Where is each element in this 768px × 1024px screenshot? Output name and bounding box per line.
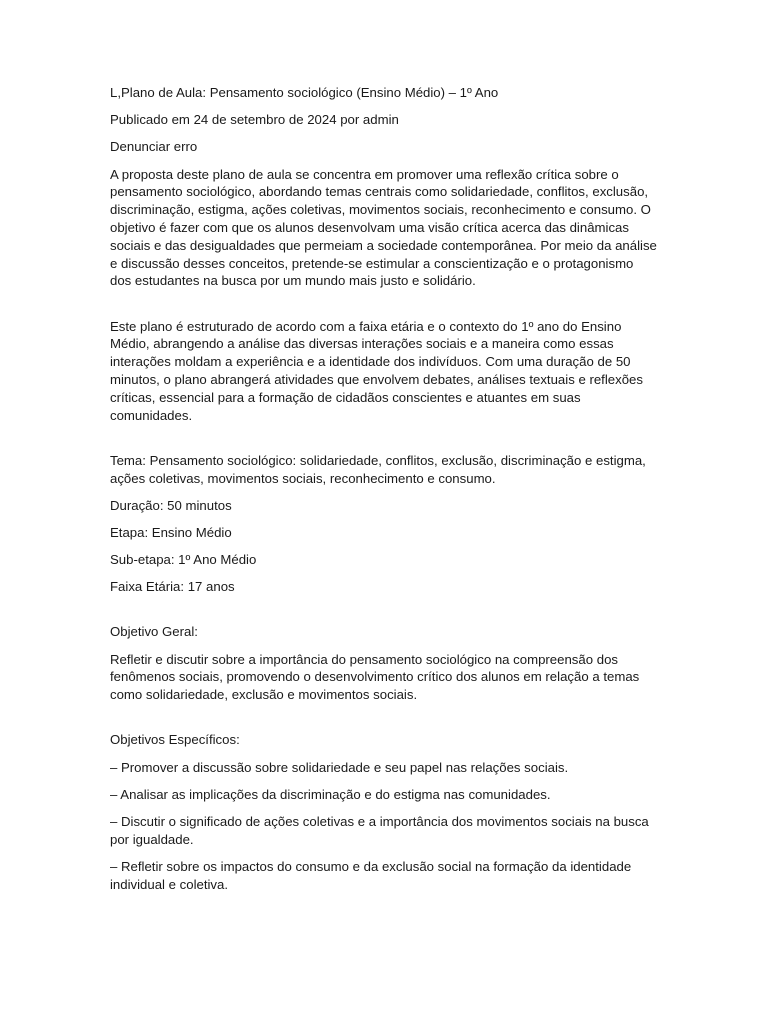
general-objective-heading: Objetivo Geral:: [110, 624, 198, 640]
intro-paragraph: A proposta deste plano de aula se concentra em promover uma reflexão crítica sobre o pensamento sociológico, abordando temas centrais como solidariedade, conflitos, exclusão, discriminação, estigma, ações coletivas, movimentos sociais, reconhecimento e consumo. O objetivo é fazer com que os alunos desenvolvam uma visão crítica acerca das dinâmicas sociais e das desigualdades que permeiam a sociedade contemporânea. Por meio da análise e discussão desses conceitos, pretende-se estimular a conscientização e o protagonismo dos estudantes na busca por um mundo mais justo e solidário.: [110, 166, 657, 289]
specific-objective-item: – Discutir o significado de ações coletivas e a importância dos movimentos sociais na busca por igualdade.: [110, 813, 649, 847]
document-page: [110, 84, 658, 903]
specific-objective-item: – Analisar as implicações da discriminação e do estigma nas comunidades.: [110, 786, 551, 802]
spacer: [110, 605, 658, 623]
published-info: Publicado em 24 de setembro de 2024 por admin: [110, 112, 399, 128]
general-objective-text: Refletir e discutir sobre a importância do pensamento sociológico na compreensão dos fenômenos sociais, promovendo o desenvolvimento crítico dos alunos em relação a temas como solidariedade, exclusão e movimentos sociais.: [110, 651, 640, 703]
specific-objective-item: – Promover a discussão sobre solidariedade e seu papel nas relações sociais.: [110, 759, 569, 775]
structure-paragraph: Este plano é estruturado de acordo com a faixa etária e o contexto do 1º ano do Ensino Médio, abrangendo a análise das diversas interações sociais e a maneira como essas interações moldam a experiência e a identidade dos indivíduos. Com uma duração de 50 minutos, o plano abrangerá atividades que envolvem debates, análises textuais e reflexões críticas, essencial para a formação de cidadãos conscientes e atuantes em suas comunidades.: [110, 318, 643, 423]
theme-line: Tema: Pensamento sociológico: solidariedade, conflitos, exclusão, discriminação e estigma, ações coletivas, movimentos sociais, reconhecimento e consumo.: [110, 452, 646, 486]
stage-line: Etapa: Ensino Médio: [110, 524, 232, 540]
duration-line: Duração: 50 minutos: [110, 497, 232, 513]
report-error-link[interactable]: Denunciar erro: [110, 139, 198, 155]
document-title: L,Plano de Aula: Pensamento sociológico (Ensino Médio) – 1º Ano: [110, 85, 499, 100]
age-range-line: Faixa Etária: 17 anos: [110, 579, 235, 595]
spacer: [110, 713, 658, 731]
sub-stage-line: Sub-etapa: 1º Ano Médio: [110, 552, 257, 568]
specific-objective-item: – Refletir sobre os impactos do consumo e da exclusão social na formação da identidade individual e coletiva.: [110, 858, 632, 892]
specific-objectives-heading: Objetivos Específicos:: [110, 732, 240, 748]
spacer: [110, 434, 658, 452]
spacer: [110, 300, 658, 318]
